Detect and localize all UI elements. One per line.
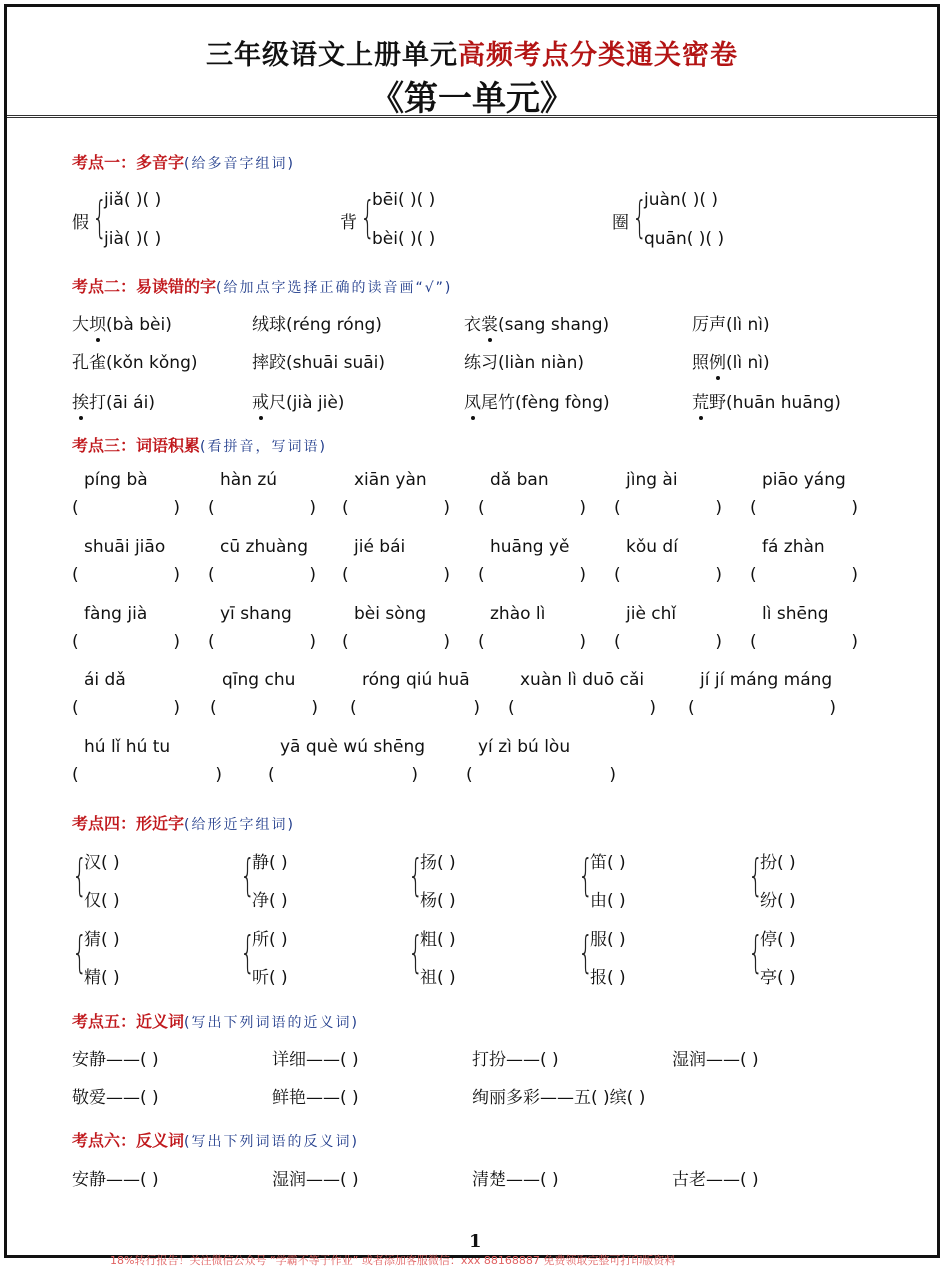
synonym-item: 详细——( ) bbox=[272, 1050, 359, 1070]
pinyin-label: píng bà bbox=[84, 470, 148, 490]
answer-blank[interactable]: ( ) bbox=[342, 498, 450, 518]
answer-blank[interactable]: ( ) bbox=[750, 498, 858, 518]
word-char: 例 bbox=[709, 348, 726, 373]
pronunciation-item bbox=[464, 310, 609, 335]
brace-icon: { bbox=[408, 927, 424, 978]
pinyin-label: jìng ài bbox=[626, 470, 678, 490]
pronunciation-item bbox=[72, 310, 172, 335]
pinyin-label: xiān yàn bbox=[354, 470, 427, 490]
pronunciation-item bbox=[252, 388, 344, 413]
answer-blank[interactable]: ( ) bbox=[208, 498, 316, 518]
pinyin-label: hú lǐ hú tu bbox=[84, 737, 171, 757]
section-label: 考点五：近义词 bbox=[72, 1012, 185, 1031]
pinyin-label: yā què wú shēng bbox=[280, 737, 426, 757]
pronunciation-item bbox=[464, 348, 584, 373]
page-subtitle: 《第一单元》 bbox=[370, 79, 574, 119]
pinyin-options[interactable]: (shuāi suāi) bbox=[286, 353, 385, 373]
word-char: 尺 bbox=[269, 393, 286, 413]
brace-icon: { bbox=[748, 850, 764, 901]
pronunciation-item bbox=[464, 388, 610, 413]
pinyin-label: cū zhuàng bbox=[220, 537, 308, 557]
synonym-item: 绚丽多彩——五( )缤( ) bbox=[472, 1088, 646, 1108]
pinyin-options[interactable]: (liàn niàn) bbox=[498, 353, 584, 373]
pronunciation-item bbox=[72, 348, 198, 373]
similar-char-item: 仅( ) bbox=[84, 891, 120, 911]
pinyin-label: hàn zú bbox=[220, 470, 278, 490]
pinyin-options[interactable]: (sang shang) bbox=[498, 315, 610, 335]
section-4-heading bbox=[72, 811, 295, 834]
similar-char-item: 杨( ) bbox=[420, 891, 456, 911]
word-char: 野 bbox=[709, 393, 726, 413]
brace-icon: { bbox=[632, 192, 648, 243]
polyphone-row: bèi( )( ) bbox=[372, 229, 436, 249]
word-char: 荒 bbox=[692, 388, 709, 413]
brace-icon: { bbox=[578, 927, 594, 978]
section-label: 考点一：多音字 bbox=[72, 153, 185, 172]
pinyin-label: jiè chǐ bbox=[626, 604, 677, 624]
word-char: 声 bbox=[709, 315, 726, 335]
similar-char-item: 听( ) bbox=[252, 968, 288, 988]
section-2-heading bbox=[72, 274, 452, 297]
pinyin-label: róng qiú huā bbox=[362, 670, 470, 690]
similar-char-item: 汉( ) bbox=[84, 853, 120, 873]
brace-icon: { bbox=[748, 927, 764, 978]
answer-blank[interactable]: ( ) bbox=[614, 498, 722, 518]
similar-char-item: 亭( ) bbox=[760, 968, 796, 988]
answer-blank[interactable]: ( ) bbox=[342, 565, 450, 585]
section-note: (给加点字选择正确的读音画“√”) bbox=[216, 280, 453, 296]
similar-char-item: 扮( ) bbox=[760, 853, 796, 873]
section-label: 考点三：词语积累 bbox=[72, 436, 201, 455]
answer-blank[interactable]: ( ) bbox=[688, 698, 836, 718]
pinyin-label: lì shēng bbox=[762, 604, 829, 624]
answer-blank[interactable]: ( ) bbox=[72, 765, 222, 785]
pinyin-label: yī shang bbox=[220, 604, 292, 624]
pronunciation-item bbox=[252, 310, 382, 335]
brace-icon: { bbox=[360, 192, 376, 243]
pinyin-options[interactable]: (réng róng) bbox=[286, 315, 382, 335]
pinyin-label: fàng jià bbox=[84, 604, 148, 624]
pronunciation-item bbox=[252, 348, 385, 373]
section-label: 考点六：反义词 bbox=[72, 1131, 185, 1150]
word-char: 摔 bbox=[252, 353, 269, 373]
pinyin-label: zhào lì bbox=[490, 604, 546, 624]
word-char: 习 bbox=[481, 353, 498, 373]
pinyin-label: kǒu dí bbox=[626, 537, 678, 557]
section-note: (给形近字组词) bbox=[184, 817, 295, 833]
word-char: 大 bbox=[72, 315, 89, 335]
pinyin-label: shuāi jiāo bbox=[84, 537, 166, 557]
page-title bbox=[7, 33, 937, 72]
section-1-heading bbox=[72, 150, 295, 173]
page-number: 1 bbox=[469, 1231, 482, 1252]
word-char: 厉 bbox=[692, 315, 709, 335]
similar-char-item: 报( ) bbox=[590, 968, 626, 988]
answer-blank[interactable]: ( ) bbox=[342, 632, 450, 652]
pinyin-label: jí jí máng máng bbox=[700, 670, 833, 690]
pinyin-options[interactable]: (huān huāng) bbox=[726, 393, 841, 413]
similar-char-item: 所( ) bbox=[252, 930, 288, 950]
pinyin-label: dǎ ban bbox=[490, 470, 549, 490]
brace-icon: { bbox=[240, 850, 256, 901]
polyphone-char-1: 假 bbox=[72, 213, 89, 233]
title-part1: 三年级语文上册单元 bbox=[206, 40, 458, 71]
pinyin-options[interactable]: (bà bèi) bbox=[106, 315, 172, 335]
pinyin-label: fá zhàn bbox=[762, 537, 825, 557]
polyphone-char-3: 圈 bbox=[612, 213, 629, 233]
section-note: (给多音字组词) bbox=[184, 156, 295, 172]
section-3-heading bbox=[72, 433, 327, 456]
similar-char-item: 净( ) bbox=[252, 891, 288, 911]
pinyin-label: qīng chu bbox=[222, 670, 296, 690]
section-label: 考点二：易读错的字 bbox=[72, 277, 217, 296]
word-char: 照 bbox=[692, 353, 709, 373]
pinyin-options[interactable]: (lì nì) bbox=[726, 353, 770, 373]
answer-blank[interactable]: ( ) bbox=[268, 765, 418, 785]
similar-char-item: 扬( ) bbox=[420, 853, 456, 873]
brace-icon: { bbox=[240, 927, 256, 978]
polyphone-char-2: 背 bbox=[340, 213, 357, 233]
answer-blank[interactable]: ( ) bbox=[478, 565, 586, 585]
antonym-item: 安静——( ) bbox=[72, 1170, 159, 1190]
answer-blank[interactable]: ( ) bbox=[72, 498, 180, 518]
antonym-item: 湿润——( ) bbox=[272, 1170, 359, 1190]
section-note: (写出下列词语的近义词) bbox=[184, 1015, 359, 1031]
similar-char-item: 粗( ) bbox=[420, 930, 456, 950]
word-char: 练 bbox=[464, 353, 481, 373]
word-char: 打 bbox=[89, 393, 106, 413]
word-char: 绒 bbox=[252, 315, 269, 335]
word-char: 裳 bbox=[481, 310, 498, 335]
word-char: 跤 bbox=[269, 353, 286, 373]
antonym-item: 古老——( ) bbox=[672, 1170, 759, 1190]
pinyin-options[interactable]: (kǒn kǒng) bbox=[106, 353, 198, 373]
footer-watermark: 18%转行报告！关注微信公众号 “学霸不等于作业” 或者添加客服微信：xxx 88168887 免费领取完整可打印版资料 bbox=[110, 1254, 676, 1267]
brace-icon: { bbox=[408, 850, 424, 901]
synonym-item: 敬爱——( ) bbox=[72, 1088, 159, 1108]
section-label: 考点四：形近字 bbox=[72, 814, 185, 833]
synonym-item: 打扮——( ) bbox=[472, 1050, 559, 1070]
pinyin-options[interactable]: (fèng fòng) bbox=[515, 393, 610, 413]
similar-char-item: 静( ) bbox=[252, 853, 288, 873]
synonym-item: 鲜艳——( ) bbox=[272, 1088, 359, 1108]
pinyin-label: jié bái bbox=[354, 537, 406, 557]
word-char: 尾竹 bbox=[481, 393, 515, 413]
word-char: 雀 bbox=[89, 353, 106, 373]
answer-blank[interactable]: ( ) bbox=[72, 632, 180, 652]
polyphone-row: jiǎ( )( ) bbox=[104, 190, 162, 210]
answer-blank[interactable]: ( ) bbox=[750, 565, 858, 585]
brace-icon: { bbox=[72, 927, 88, 978]
word-char: 戒 bbox=[252, 388, 269, 413]
pinyin-label: huāng yě bbox=[490, 537, 570, 557]
similar-char-item: 纷( ) bbox=[760, 891, 796, 911]
header bbox=[7, 7, 937, 118]
answer-blank[interactable]: ( ) bbox=[466, 765, 616, 785]
brace-icon: { bbox=[92, 192, 108, 243]
answer-blank[interactable]: ( ) bbox=[750, 632, 858, 652]
polyphone-row: juàn( )( ) bbox=[644, 190, 719, 210]
similar-char-item: 猜( ) bbox=[84, 930, 120, 950]
answer-blank[interactable]: ( ) bbox=[208, 565, 316, 585]
answer-blank[interactable]: ( ) bbox=[72, 565, 180, 585]
pronunciation-item bbox=[692, 348, 770, 373]
word-char: 挨 bbox=[72, 388, 89, 413]
pinyin-options[interactable]: (lì nì) bbox=[726, 315, 770, 335]
pinyin-label: ái dǎ bbox=[84, 670, 126, 690]
section-note: (写出下列词语的反义词) bbox=[184, 1134, 359, 1150]
answer-blank[interactable]: ( ) bbox=[210, 698, 318, 718]
similar-char-item: 祖( ) bbox=[420, 968, 456, 988]
pinyin-label: yí zì bú lòu bbox=[478, 737, 571, 757]
polyphone-row: bēi( )( ) bbox=[372, 190, 436, 210]
polyphone-row: jià( )( ) bbox=[104, 229, 162, 249]
answer-blank[interactable]: ( ) bbox=[478, 498, 586, 518]
pinyin-label: bèi sòng bbox=[354, 604, 427, 624]
section-note: (看拼音，写词语) bbox=[200, 439, 327, 455]
answer-blank[interactable]: ( ) bbox=[478, 632, 586, 652]
pinyin-options[interactable]: (āi ái) bbox=[106, 393, 155, 413]
answer-blank[interactable]: ( ) bbox=[72, 698, 180, 718]
word-char: 凤 bbox=[464, 388, 481, 413]
antonym-item: 清楚——( ) bbox=[472, 1170, 559, 1190]
similar-char-item: 停( ) bbox=[760, 930, 796, 950]
word-char: 衣 bbox=[464, 315, 481, 335]
pronunciation-item bbox=[72, 388, 155, 413]
pinyin-label: xuàn lì duō cǎi bbox=[520, 670, 645, 690]
brace-icon: { bbox=[578, 850, 594, 901]
word-char: 球 bbox=[269, 315, 286, 335]
brace-icon: { bbox=[72, 850, 88, 901]
pronunciation-item bbox=[692, 388, 841, 413]
similar-char-item: 由( ) bbox=[590, 891, 626, 911]
answer-blank[interactable]: ( ) bbox=[508, 698, 656, 718]
similar-char-item: 笛( ) bbox=[590, 853, 626, 873]
answer-blank[interactable]: ( ) bbox=[208, 632, 316, 652]
answer-blank[interactable]: ( ) bbox=[350, 698, 480, 718]
similar-char-item: 服( ) bbox=[590, 930, 626, 950]
word-char: 坝 bbox=[89, 310, 106, 335]
title-part2: 高频考点分类通关密卷 bbox=[458, 40, 738, 71]
similar-char-item: 精( ) bbox=[84, 968, 120, 988]
answer-blank[interactable]: ( ) bbox=[614, 565, 722, 585]
answer-blank[interactable]: ( ) bbox=[614, 632, 722, 652]
pronunciation-item bbox=[692, 310, 770, 335]
word-char: 孔 bbox=[72, 353, 89, 373]
section-5-heading bbox=[72, 1009, 359, 1032]
polyphone-row: quān( )( ) bbox=[644, 229, 725, 249]
pinyin-label: piāo yáng bbox=[762, 470, 846, 490]
synonym-item: 湿润——( ) bbox=[672, 1050, 759, 1070]
section-6-heading bbox=[72, 1128, 359, 1151]
synonym-item: 安静——( ) bbox=[72, 1050, 159, 1070]
pinyin-options[interactable]: (jià jiè) bbox=[286, 393, 345, 413]
